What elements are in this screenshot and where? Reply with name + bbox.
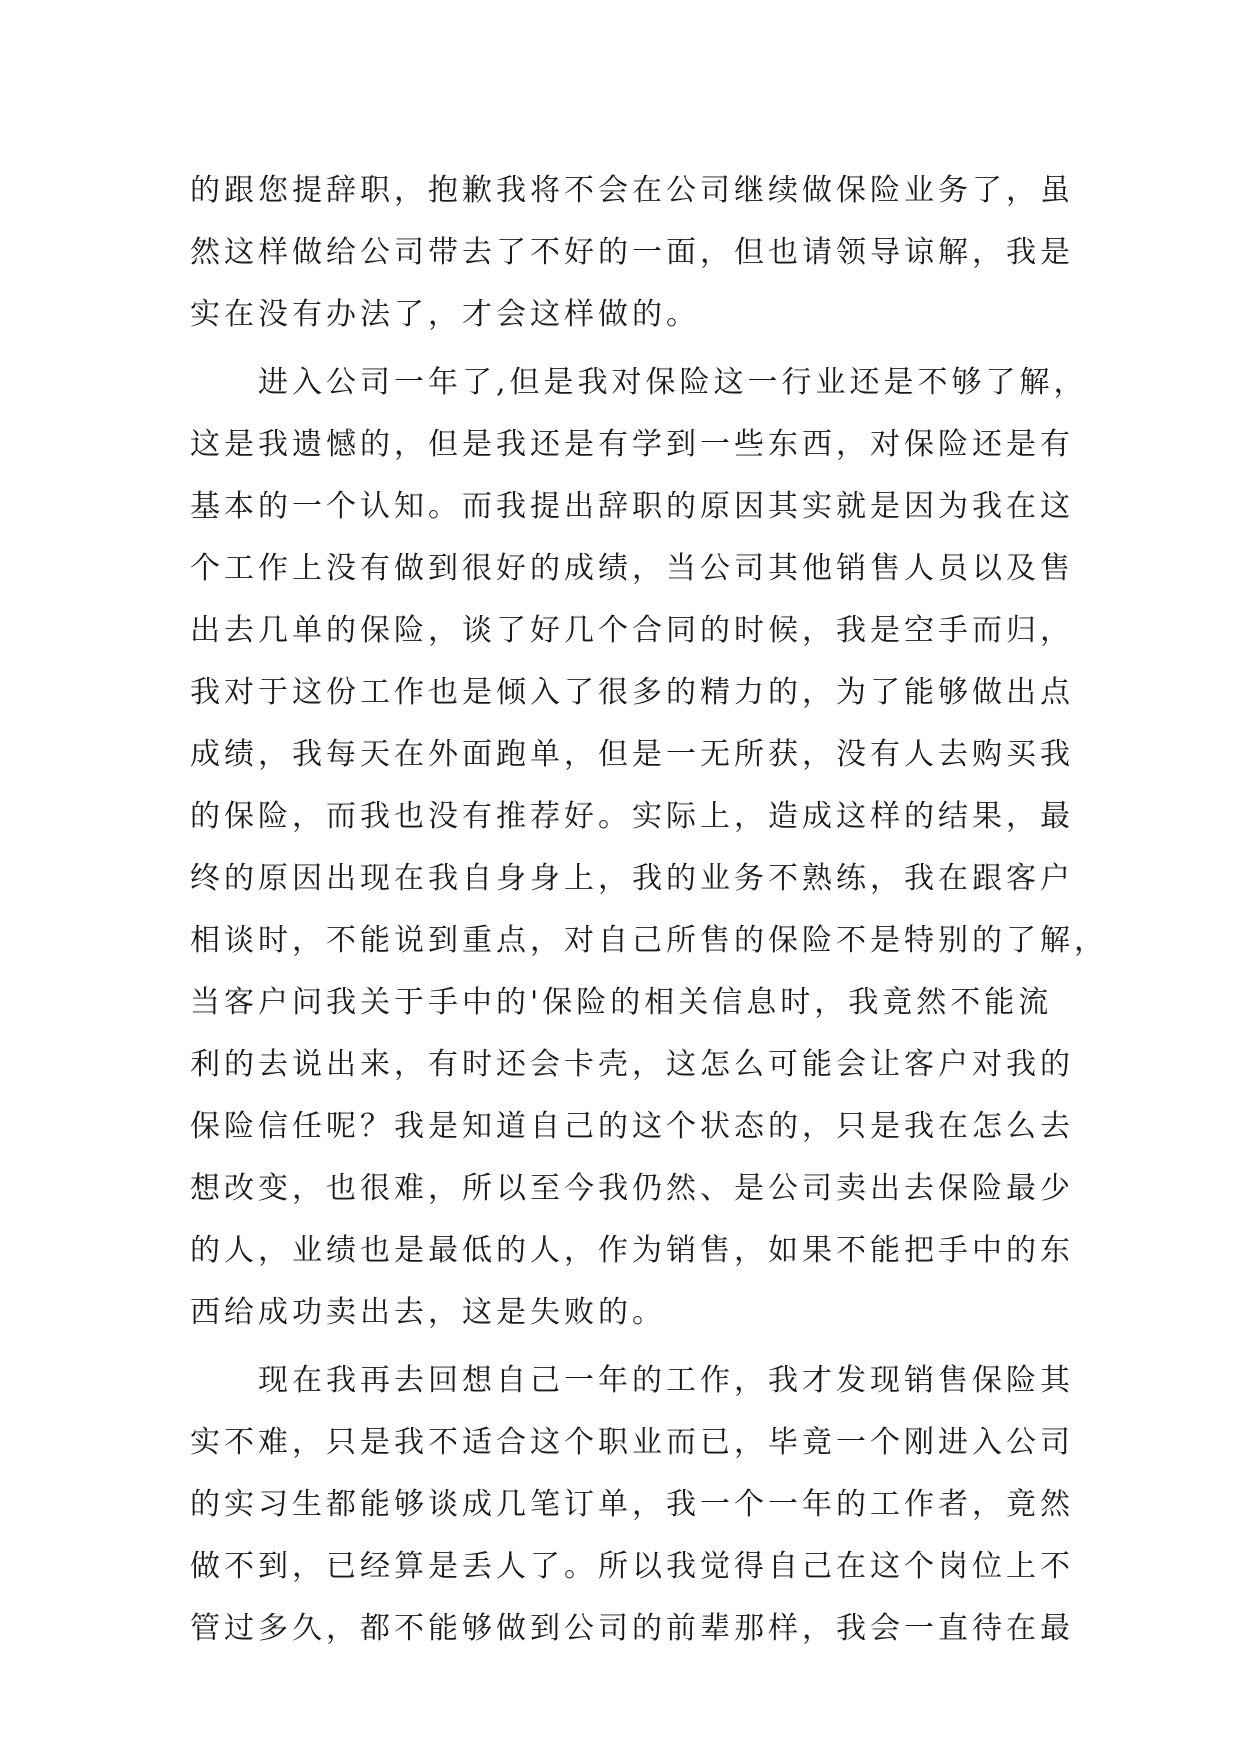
text-line: 的实习生都能够谈成几笔订单，我一个一年的工作者，竟然 xyxy=(190,1487,1074,1522)
text-line: 相谈时，不能说到重点，对自己所售的保险不是特别的了解， xyxy=(190,923,1108,958)
text-line: 的跟您提辞职，抱歉我将不会在公司继续做保险业务了，虽 xyxy=(190,173,1074,208)
text-line: 个工作上没有做到很好的成绩，当公司其他销售人员以及售 xyxy=(190,551,1074,586)
text-line: 现在我再去回想自己一年的工作，我才发现销售保险其 xyxy=(258,1363,1074,1398)
text-line: 的保险，而我也没有推荐好。实际上，造成这样的结果，最 xyxy=(190,799,1074,834)
text-line: 终的原因出现在我自身身上，我的业务不熟练，我在跟客户 xyxy=(190,861,1074,896)
text-line: 管过多久，都不能够做到公司的前辈那样，我会一直待在最 xyxy=(190,1611,1074,1646)
paragraph-2 xyxy=(190,352,1108,1344)
text-line: 这是我遗憾的，但是我还是有学到一些东西，对保险还是有 xyxy=(190,427,1074,462)
text-line: 的人，业绩也是最低的人，作为销售，如果不能把手中的东 xyxy=(190,1233,1074,1268)
text-line: 做不到，已经算是丢人了。所以我觉得自己在这个岗位上不 xyxy=(190,1549,1074,1584)
text-line: 实在没有办法了，才会这样做的。 xyxy=(190,297,700,332)
text-line: 出去几单的保险，谈了好几个合同的时候，我是空手而归， xyxy=(190,613,1074,648)
text-line: 我对于这份工作也是倾入了很多的精力的，为了能够做出点 xyxy=(190,675,1074,710)
text-line: 然这样做给公司带去了不好的一面，但也请领导谅解，我是 xyxy=(190,235,1074,270)
text-line: 成绩，我每天在外面跑单，但是一无所获，没有人去购买我 xyxy=(190,737,1074,772)
text-line: 西给成功卖出去，这是失败的。 xyxy=(190,1295,666,1330)
text-line: 保险信任呢？我是知道自己的这个状态的，只是我在怎么去 xyxy=(190,1109,1074,1144)
body-text xyxy=(190,160,1108,1660)
text-line: 想改变，也很难，所以至今我仍然、是公司卖出去保险最少 xyxy=(190,1171,1074,1206)
paragraph-1 xyxy=(190,160,1074,346)
text-line: 利的去说出来，有时还会卡壳，这怎么可能会让客户对我的 xyxy=(190,1047,1074,1082)
text-line: 进入公司一年了,但是我对保险这一行业还是不够了解， xyxy=(258,365,1088,400)
text-line: 基本的一个认知。而我提出辞职的原因其实就是因为我在这 xyxy=(190,489,1074,524)
text-line: 当客户问我关于手中的'保险的相关信息时，我竟然不能流 xyxy=(190,985,1053,1020)
text-line: 实不难，只是我不适合这个职业而已，毕竟一个刚进入公司 xyxy=(190,1425,1074,1460)
paragraph-3 xyxy=(190,1350,1074,1660)
